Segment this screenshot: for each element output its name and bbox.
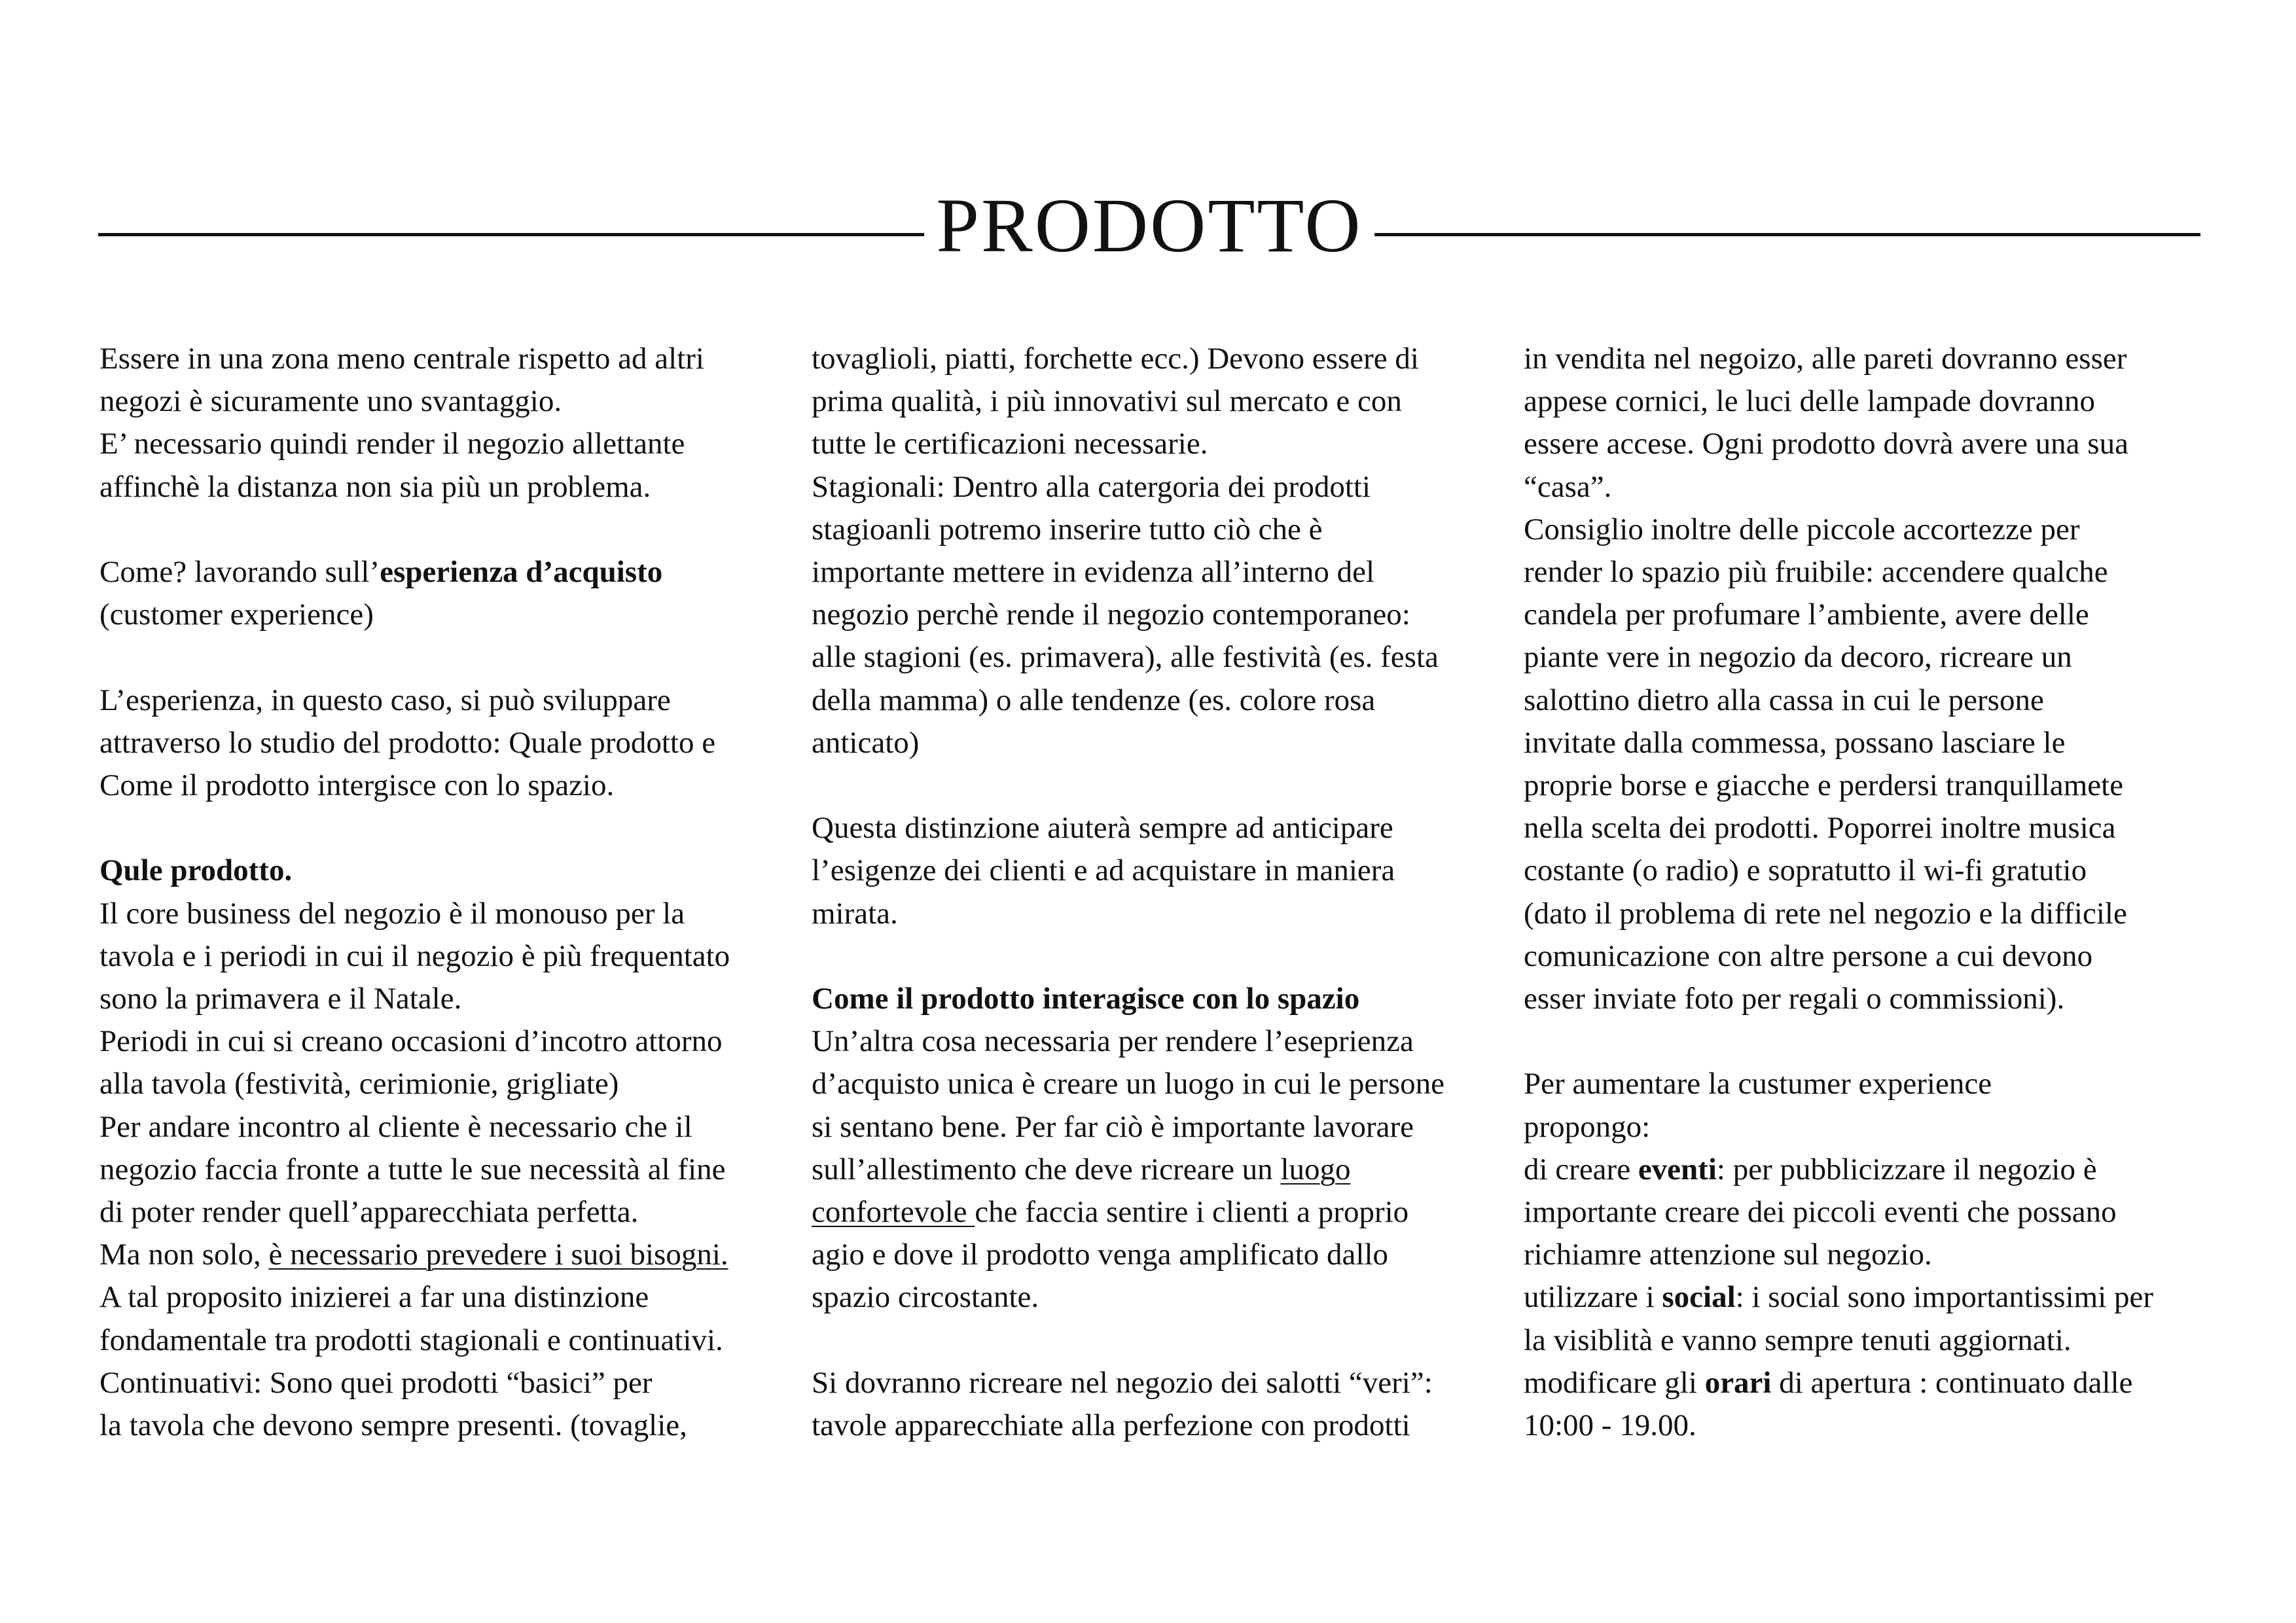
text-line: agio e dove il prodotto venga amplificato dallo <box>812 1238 1388 1272</box>
text-column-2 <box>812 338 1479 1447</box>
text-line: in vendita nel negoizo, alle pareti dovranno esser <box>1524 342 2127 376</box>
text-line <box>1524 1276 2191 1319</box>
text-line: della mamma) o alle tendenze (es. colore rosa <box>812 683 1376 717</box>
blank-line <box>99 636 767 679</box>
text-line: Stagionali: Dentro alla catergoria dei prodotti <box>812 469 1371 504</box>
text-line: alla tavola (festività, cerimionie, grigliate) <box>99 1067 619 1101</box>
text-line: Un’altra cosa necessaria per rendere l’eseprienza <box>812 1024 1414 1059</box>
text-line: negozi è sicuramente uno svantaggio. <box>99 384 562 419</box>
text-line: tutte le certificazioni necessarie. <box>812 427 1208 461</box>
text-line: tavola e i periodi in cui il negozio è più frequentato <box>99 938 730 973</box>
blank-line <box>812 764 1479 807</box>
text-line: (dato il problema di rete nel negozio e la difficile <box>1524 896 2127 931</box>
blank-line <box>99 807 767 849</box>
text-line: fondamentale tra prodotti stagionali e continuativi. <box>99 1323 723 1357</box>
text-line: essere accese. Ogni prodotto dovrà avere una sua <box>1524 427 2128 461</box>
text-line: comunicazione con altre persone a cui devono <box>1524 938 2093 973</box>
text-line: (customer experience) <box>99 597 374 632</box>
blank-line <box>812 935 1479 978</box>
text-line: Si dovranno ricreare nel negozio dei salotti “veri”: <box>812 1365 1433 1400</box>
text-line: importante creare dei piccoli eventi che possano <box>1524 1195 2117 1230</box>
title-bar <box>98 177 2200 275</box>
text-line: piante vere in negozio da decoro, ricreare un <box>1524 640 2072 675</box>
text-line: l’esigenze dei clienti e ad acquistare in maniera <box>812 853 1395 888</box>
text-run: modificare gli <box>1524 1365 1705 1400</box>
text-line: Come il prodotto intergisce con lo spazio. <box>99 768 615 802</box>
text-line: alle stagioni (es. primavera), alle festività (es. festa <box>812 640 1439 675</box>
text-line <box>812 978 1479 1020</box>
text-line: E’ necessario quindi render il negozio allettante <box>99 427 685 461</box>
page-title: PRODOTTO <box>936 183 1363 268</box>
bold-text: Qule prodotto. <box>99 853 293 888</box>
text-line: la tavola che devono sempre presenti. (tovaglie, <box>99 1408 687 1443</box>
text-line: Il core business del negozio è il monouso per la <box>99 896 685 931</box>
text-line: candela per profumare l’ambiente, avere delle <box>1524 597 2089 632</box>
text-column-1 <box>99 338 767 1447</box>
text-line: render lo spazio più fruibile: accendere qualche <box>1524 555 2108 590</box>
text-line: Per andare incontro al cliente è necessario che il <box>99 1109 692 1144</box>
text-line <box>99 1234 767 1276</box>
text-run: utilizzare i <box>1524 1280 1662 1315</box>
text-line: Questa distinzione aiuterà sempre ad anticipare <box>812 811 1393 846</box>
blank-line <box>99 508 767 551</box>
text-line <box>99 849 767 892</box>
text-line: importante mettere in evidenza all’interno del <box>812 555 1374 590</box>
text-column-3 <box>1524 338 2191 1447</box>
text-line: negozio perchè rende il negozio contemporaneo: <box>812 597 1410 632</box>
text-run: Ma non solo, <box>99 1238 269 1272</box>
text-line: anticato) <box>812 725 920 760</box>
text-line <box>1524 1149 2191 1191</box>
text-run: : i social sono importantissimi per <box>1735 1280 2154 1315</box>
text-line: “casa”. <box>1524 469 1612 504</box>
text-line: si sentano bene. Per far ciò è importante lavorare <box>812 1109 1414 1144</box>
text-line: Consiglio inoltre delle piccole accortezze per <box>1524 512 2080 546</box>
text-run: sull’allestimento che deve ricreare un <box>812 1152 1281 1186</box>
bold-text: Come il prodotto interagisce con lo spazio <box>812 982 1360 1016</box>
text-line: d’acquisto unica è creare un luogo in cui le persone <box>812 1067 1445 1101</box>
text-line: attraverso lo studio del prodotto: Quale prodotto e <box>99 725 716 760</box>
text-run: che faccia sentire i clienti a proprio <box>975 1195 1409 1230</box>
underlined-text: è necessario prevedere i suoi bisogni. <box>268 1238 728 1272</box>
title-rule-right <box>1374 233 2200 236</box>
text-line: invitate dalla commessa, possano lasciare le <box>1524 725 2066 760</box>
text-line: tavole apparecchiate alla perfezione con prodotti <box>812 1408 1410 1443</box>
text-run: di apertura : continuato dalle <box>1771 1365 2133 1400</box>
text-line: affinchè la distanza non sia più un problema. <box>99 469 651 504</box>
text-line <box>812 1191 1479 1234</box>
text-line: tovaglioli, piatti, forchette ecc.) Devono essere di <box>812 342 1419 376</box>
underlined-text: confortevole <box>812 1195 975 1230</box>
text-line: A tal proposito inizierei a far una distinzione <box>99 1280 649 1315</box>
text-line: la visiblità e vanno sempre tenuti aggiornati. <box>1524 1323 2072 1357</box>
text-run: Come? lavorando sull’ <box>99 555 380 589</box>
text-line: propongo: <box>1524 1109 1651 1144</box>
text-line: nella scelta dei prodotti. Poporrei inoltre musica <box>1524 811 2116 846</box>
text-line: Essere in una zona meno centrale rispetto ad altri <box>99 342 704 376</box>
text-line: proprie borse e giacche e perdersi tranquillamete <box>1524 768 2124 803</box>
blank-line <box>1524 1020 2191 1063</box>
text-line: stagioanli potremo inserire tutto ciò che è <box>812 512 1323 546</box>
text-line <box>812 1149 1479 1191</box>
text-line: spazio circostante. <box>812 1280 1039 1315</box>
text-line: prima qualità, i più innovativi sul mercato e con <box>812 384 1402 419</box>
text-line: mirata. <box>812 896 898 931</box>
text-line: Periodi in cui si creano occasioni d’incotro attorno <box>99 1024 723 1059</box>
bold-text: orari <box>1704 1365 1772 1400</box>
bold-text: social <box>1662 1280 1736 1315</box>
text-line: costante (o radio) e sopratutto il wi-fi gratutio <box>1524 853 2087 888</box>
text-line: sono la primavera e il Natale. <box>99 982 462 1016</box>
text-line: negozio faccia fronte a tutte le sue necessità al fine <box>99 1152 726 1186</box>
bold-text: eventi <box>1638 1152 1717 1186</box>
text-line: 10:00 - 19.00. <box>1524 1408 1696 1443</box>
text-line: Continuativi: Sono quei prodotti “basici” per <box>99 1365 653 1400</box>
text-line: appese cornici, le luci delle lampade dovranno <box>1524 384 2096 419</box>
text-run: di creare <box>1524 1152 1638 1186</box>
bold-text: esperienza d’acquisto <box>380 555 663 589</box>
underlined-text: luogo <box>1280 1152 1351 1186</box>
text-line: L’esperienza, in questo caso, si può sviluppare <box>99 683 671 717</box>
text-line: salottino dietro alla cassa in cui le persone <box>1524 683 2044 717</box>
text-line: esser inviate foto per regali o commissioni). <box>1524 982 2065 1016</box>
text-line: Per aumentare la custumer experience <box>1524 1067 1992 1101</box>
text-line: di poter render quell’apparecchiata perfetta. <box>99 1195 639 1230</box>
blank-line <box>812 1319 1479 1362</box>
title-rule-left <box>98 233 924 236</box>
text-run: : per pubblicizzare il negozio è <box>1716 1152 2097 1186</box>
text-line: richiamre attenzione sul negozio. <box>1524 1238 1932 1272</box>
text-line <box>99 551 767 594</box>
text-line <box>1524 1362 2191 1404</box>
